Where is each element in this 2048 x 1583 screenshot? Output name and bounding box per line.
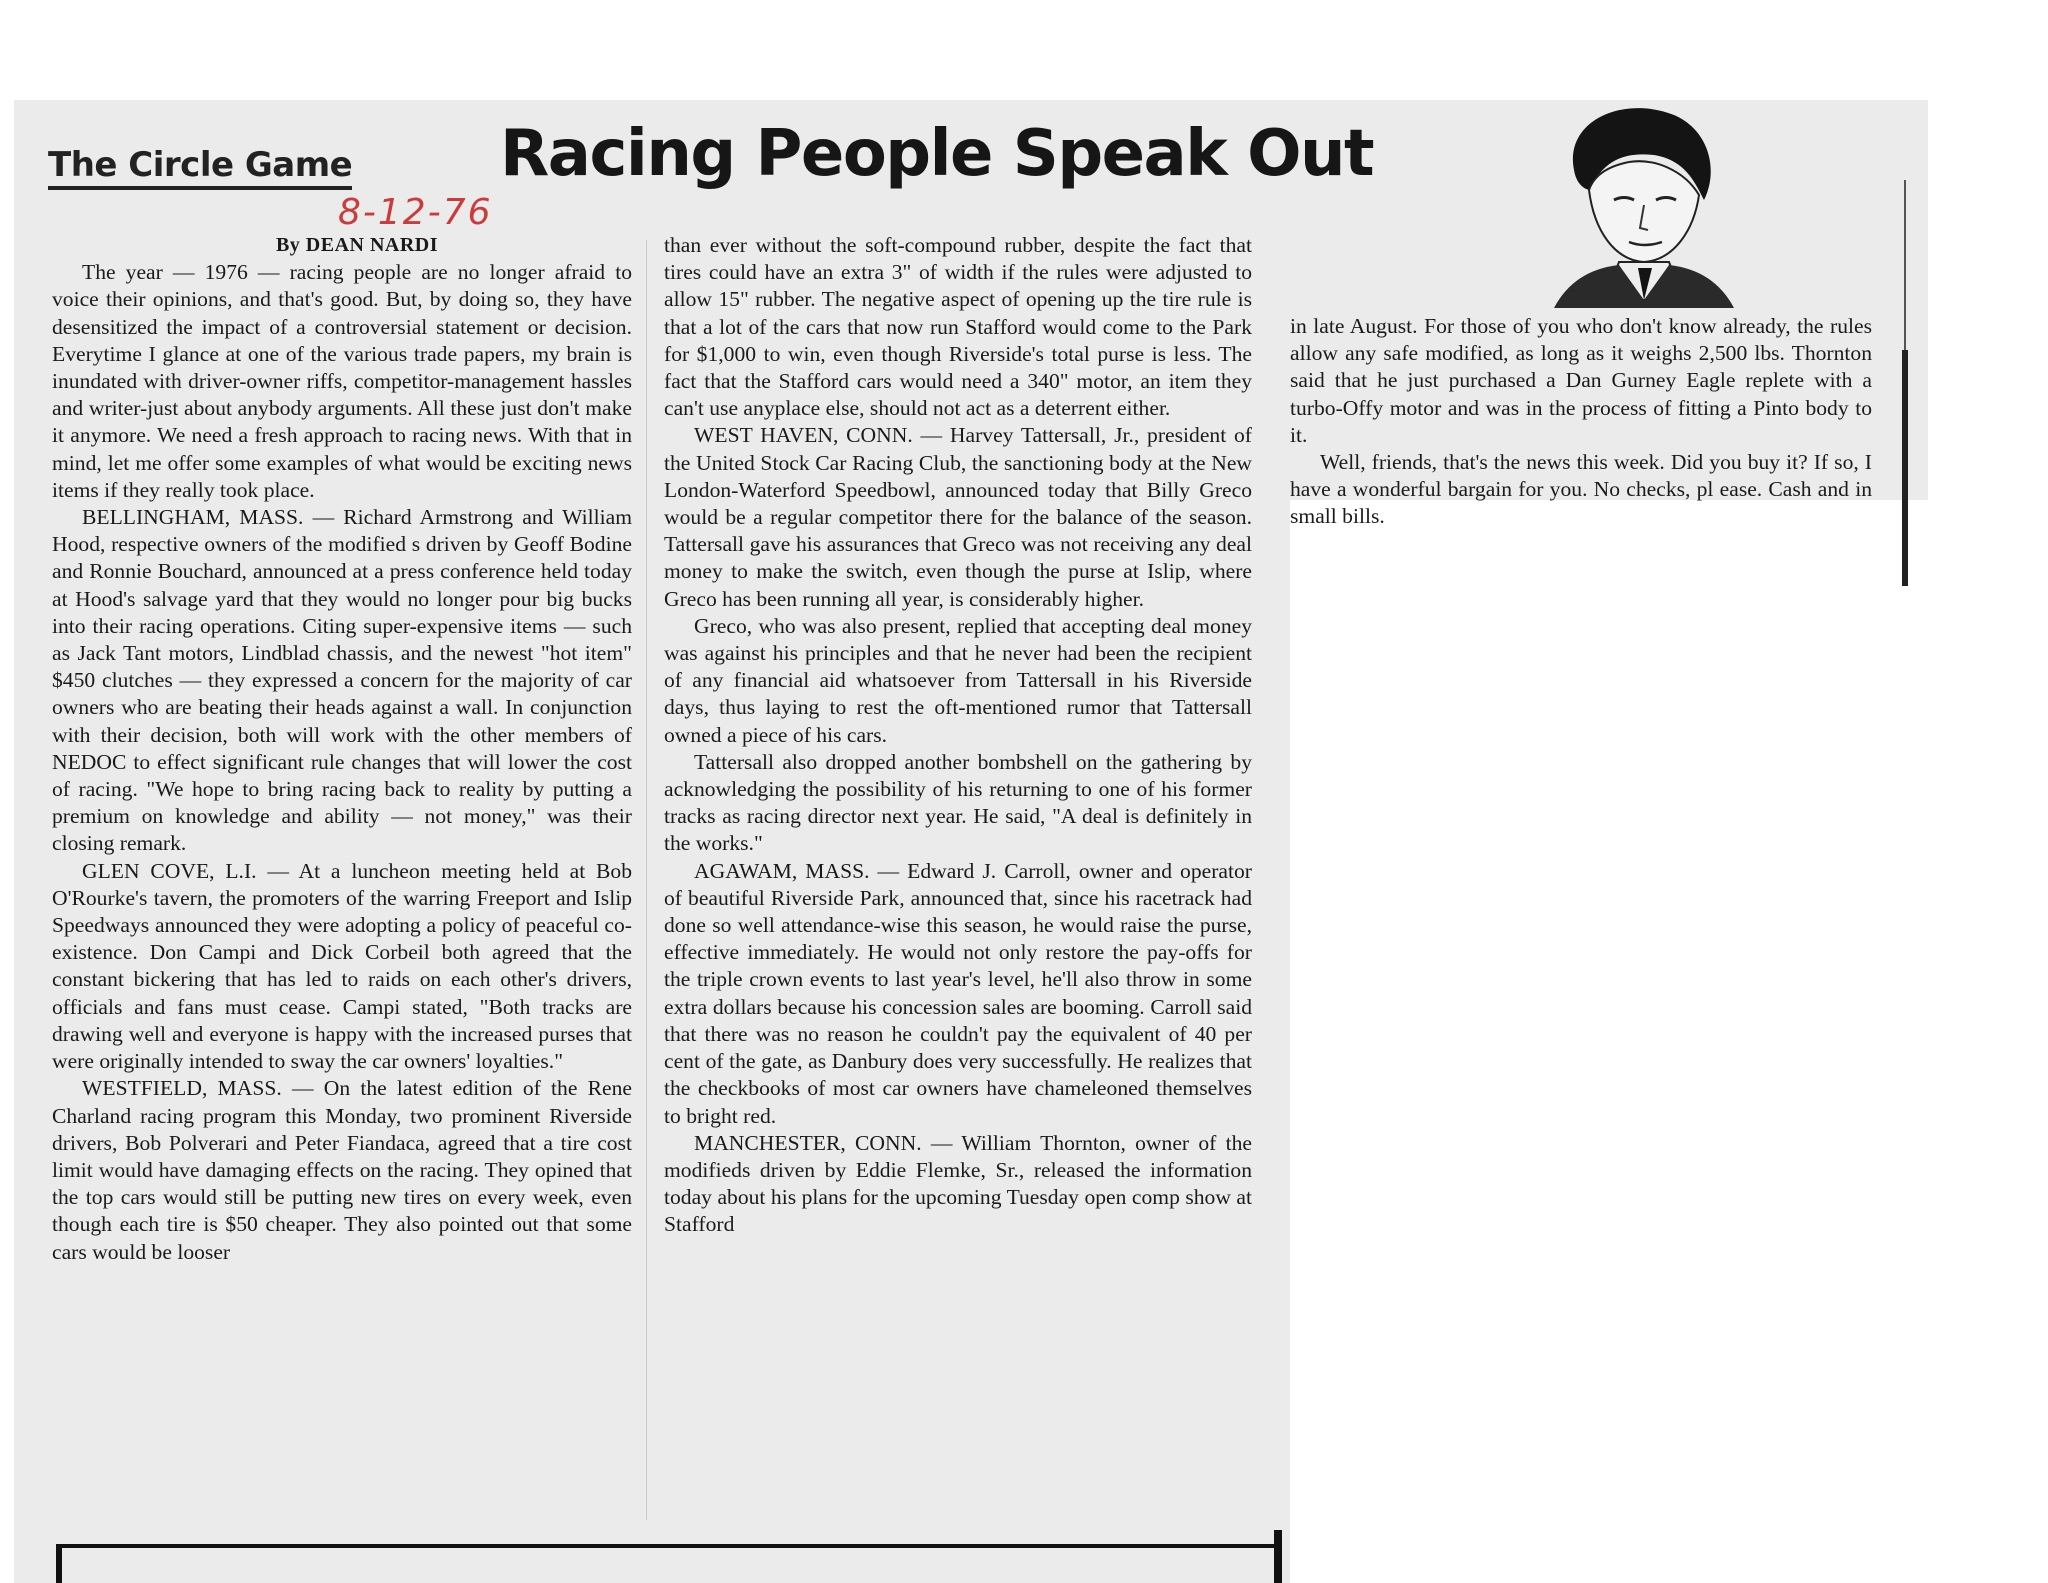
column-divider bbox=[646, 240, 647, 1520]
article-column-3 bbox=[1290, 313, 1872, 531]
byline-author: DEAN NARDI bbox=[305, 234, 439, 256]
paragraph: GLEN COVE, L.I. — At a luncheon meeting held at Bob O'Rourke's tavern, the promoters of the warring Freeport and Islip Speedways announced they were adopting a policy of peaceful co-existence. Don Campi and Dick Corbeil both agreed that the constant bickering that has led to raids on each other's drivers, officials and fans must cease. Campi stated, "Both tracks are drawing well and everyone is happy with the increased purses that were originally intended to sway the car owners' loyalties." bbox=[52, 858, 632, 1074]
columnist-portrait bbox=[1534, 100, 1734, 308]
paragraph: Greco, who was also present, replied that accepting deal money was against his principles and that he never had been the recipient of any financial aid whatsoever from Tattersall in his Riverside days, thus laying to rest the oft-mentioned rumor that Tattersall owned a piece of his cars. bbox=[664, 613, 1252, 747]
byline bbox=[52, 232, 632, 259]
clipping-blank-area bbox=[1290, 500, 1928, 1583]
paragraph: than ever without the soft-compound rubber, despite the fact that tires could have an extra 3" of width if the rules were adjusted to allow 15" rubber. The negative aspect of opening up the tire rule is that a lot of the cars that now run Stafford would come to the Park for $1,000 to win, even though Riverside's total purse is less. The fact that the Stafford cars would need a 340" motor, an item they can't use anyplace else, should not act as a deterrent either. bbox=[664, 233, 1252, 421]
paragraph: AGAWAM, MASS. — Edward J. Carroll, owner and operator of beautiful Riverside Park, announced that, since his racetrack had done so well attendance-wise this season, he would raise the purse, effective immediately. He would not only restore the pay-offs for the triple crown events to last year's level, he'll also throw in some extra dollars because his concession sales are booming. Carroll said that there was no reason he couldn't pay the equivalent of 40 per cent of the gate, as Danbury does very successfully. He realizes that the checkbooks of most car owners have chameleoned themselves to bright red. bbox=[664, 858, 1252, 1128]
byline-by: By bbox=[275, 234, 301, 256]
paragraph: Well, friends, that's the news this week. Did you buy it? If so, I have a wonderful bargain for you. No checks, pl ease. Cash and in small bills. bbox=[1290, 450, 1872, 529]
handwritten-date: 8-12-76 bbox=[338, 192, 493, 233]
paragraph: BELLINGHAM, MASS. — Richard Armstrong and William Hood, respective owners of the modified s driven by Geoff Bodine and Ronnie Bouchard, announced at a press conference held today at Hood's salvage yard that they would no longer pour big bucks into their racing operations. Citing super-expensive items — such as Jack Tant motors, Lindblad chassis, and the newest "hot item" $450 clutches — they expressed a concern for the majority of car owners who are beating their heads against a wall. In conjunction with their decision, both will work with the other members of NEDOC to effect significant rule changes that will lower the cost of racing. "We hope to bring racing back to reality by putting a premium on knowledge and ability — not money," was their closing remark. bbox=[52, 505, 632, 856]
headline: Racing People Speak Out bbox=[500, 117, 1374, 191]
paragraph: WESTFIELD, MASS. — On the latest edition of the Rene Charland racing program this Monday, two prominent Riverside drivers, Bob Polverari and Peter Fiandaca, agreed that a tire cost limit would have damaging effects on the racing. They opined that the top cars would still be putting new tires on every week, even though each tire is $50 cheaper. They also pointed out that some cars would be looser bbox=[52, 1076, 632, 1264]
paragraph: Tattersall also dropped another bombshell on the gathering by acknowledging the possibility of his returning to one of his former tracks as racing director next year. He said, "A deal is definitely in the works." bbox=[664, 749, 1252, 856]
paragraph: in late August. For those of you who don't know already, the rules allow any safe modified, as long as it weighs 2,500 lbs. Thornton said that he just purchased a Dan Gurney Eagle replete with a turbo-Offy motor and was in the process of fitting a Pinto body to it. bbox=[1290, 314, 1872, 447]
paragraph: WEST HAVEN, CONN. — Harvey Tattersall, Jr., president of the United Stock Car Racing Club, the sanctioning body at the New London-Waterford Speedbowl, announced today that Billy Greco would be a regular competitor there for the balance of the season. Tattersall gave his assurances that Greco was not receiving any deal money to make the switch, even though the purse at Islip, where Greco has been running all year, is considerably higher. bbox=[664, 423, 1252, 611]
bottom-rule bbox=[56, 1544, 1280, 1548]
clipping-edge-bracket bbox=[1902, 350, 1914, 586]
bottom-rule-right-tick bbox=[1274, 1530, 1282, 1583]
paragraph: The year — 1976 — racing people are no longer afraid to voice their opinions, and that's good. But, by doing so, they have desensitized the impact of a controversial statement or decision. Everytime I glance at one of the various trade papers, my brain is inundated with driver-owner riffs, competitor-management hassles and writer-just about anybody arguments. All these just don't make it anymore. We need a fresh approach to racing news. With that in mind, let me offer some examples of what would be exciting news items if they really took place. bbox=[52, 260, 632, 502]
column-kicker: The Circle Game bbox=[48, 148, 352, 190]
paragraph: MANCHESTER, CONN. — William Thornton, owner of the modifieds driven by Eddie Flemke, Sr., released the information today about his plans for the upcoming Tuesday open comp show at Stafford bbox=[664, 1130, 1252, 1237]
bottom-rule-left-tick bbox=[56, 1544, 62, 1583]
article-column-2 bbox=[664, 232, 1252, 1239]
article-column-1 bbox=[52, 232, 632, 1266]
